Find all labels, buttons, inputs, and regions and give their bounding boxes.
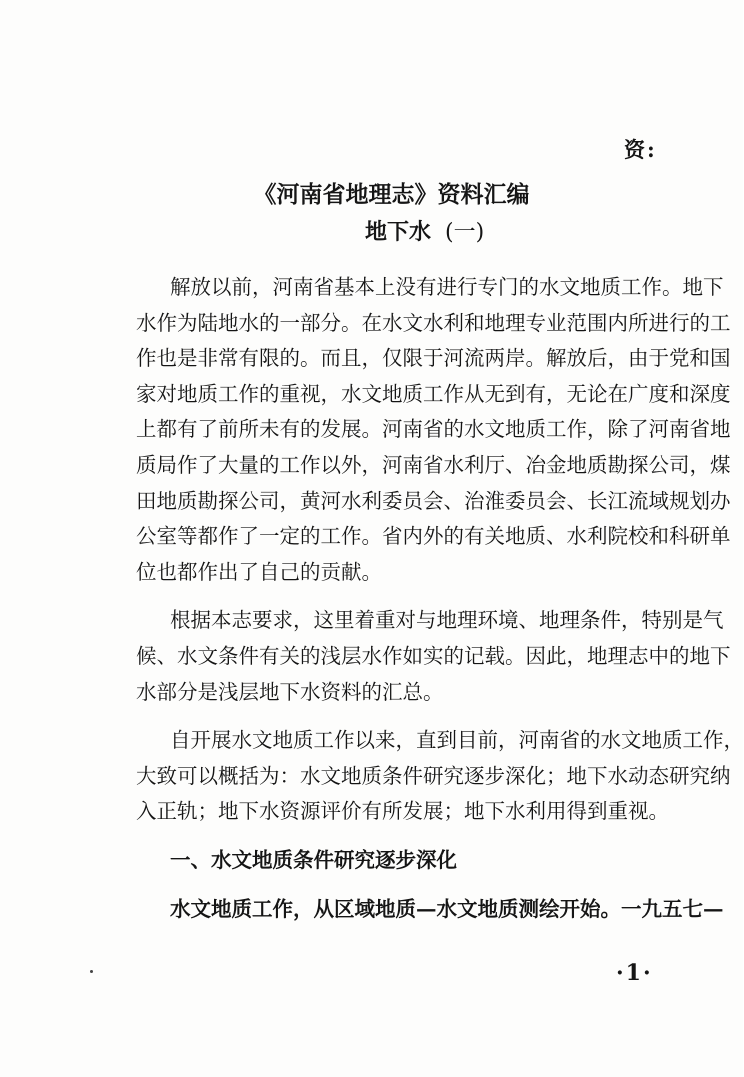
paragraph-line: 作也是非常有限的。而且，仅限于河流两岸。解放后，由于党和国 [136,346,731,371]
paragraph-line: 田地质勘探公司，黄河水利委员会、治淮委员会、长江流域规划办 [136,488,731,513]
paragraph-line: 入正轨；地下水资源评价有所发展；地下水利用得到重视。 [136,799,669,824]
body-text [136,270,744,927]
paragraph-gap [136,830,676,843]
subtitle-text: 地下水 [365,219,432,245]
paragraph-line: 候、水文条件有关的浅层水作如实的记载。因此，地理志中的地下 [136,643,731,668]
paragraph-line: 解放以前，河南省基本上没有进行专门的水文地质工作。地下 [170,275,724,299]
paragraph-line: 公室等都作了一定的工作。省内外的有关地质、水利院校和科研单 [136,524,731,549]
document-title: 《河南省地理志》资料汇编 [253,181,530,208]
page-number: ·1· [616,960,653,986]
scan-speck [90,970,93,973]
document-subtitle [365,215,484,246]
paragraph-line: 大致可以概括为：水文地质条件研究逐步深化；地下水动态研究纳 [136,763,731,788]
section-opening-line: 水文地质工作，从区域地质—水文地质测绘开始。一九五七— [170,896,724,921]
paragraph-1 [136,270,731,590]
paragraph-3 [136,723,744,830]
paragraph-line: 水部分是浅层地下水资料的汇总。 [136,679,444,704]
paragraph-line: 质局作了大量的工作以外，河南省水利厅、冶金地质勘探公司，煤 [136,452,731,477]
paragraph-gap [136,590,676,603]
paragraph-gap [136,879,676,892]
section-heading: 一、水文地质条件研究逐步深化 [170,847,457,872]
paragraph-line: 根据本志要求，这里着重对与地理环境、地理条件，特别是气 [170,608,724,633]
paragraph-line: 家对地质工作的重视，水文地质工作从无到有，无论在广度和深度 [136,381,731,406]
paragraph-line: 位也都作出了自己的贡献。 [136,559,382,584]
paragraph-line: 自开展水文地质工作以来，直到目前，河南省的水文地质工作， [170,728,744,753]
paragraph-gap [136,710,676,723]
paragraph-2 [136,603,731,710]
subtitle-number: (一) [445,220,485,245]
paragraph-line: 上都有了前所未有的发展。河南省的水文地质工作，除了河南省地 [136,417,731,442]
paragraph-line: 水作为陆地水的一部分。在水文水利和地理专业范围内所进行的工 [136,310,731,335]
corner-label: 资: [624,137,657,162]
